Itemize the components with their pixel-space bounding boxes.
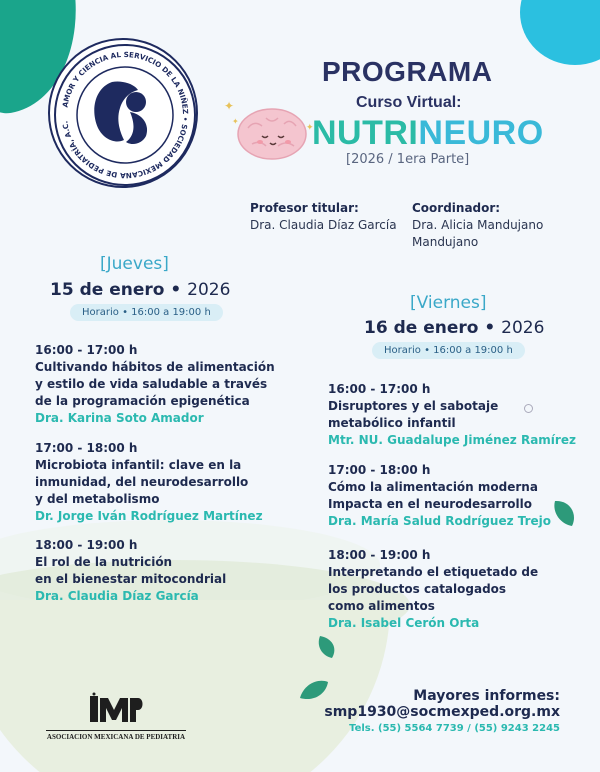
- brand-nutri: NUTRI: [312, 114, 419, 152]
- course-subtitle: Curso Virtual:: [356, 94, 462, 111]
- session-time: 18:00 - 19:00 h: [35, 538, 138, 552]
- contact-info: [324, 688, 560, 734]
- day1-label: [Jueves]: [100, 254, 169, 274]
- leaf-icon: [316, 634, 338, 660]
- session-speaker: Mtr. NU. Guadalupe Jiménez Ramírez: [328, 433, 576, 447]
- day2-year: 2026: [501, 318, 545, 338]
- day1-date: [50, 280, 230, 300]
- amp-caption: ASOCIACION MEXICANA DE PEDIATRIA: [46, 730, 186, 741]
- smp-ring-text: AMOR Y CIENCIA AL SERVICIO DE LA NIÑEZ • SOCIEDAD MEXICANA DE PEDIATRÍA, A.C.: [60, 49, 191, 181]
- decor-blob-top-right: [520, 0, 600, 65]
- page-title: PROGRAMA: [322, 56, 493, 87]
- amp-logo: [46, 692, 186, 741]
- session-topic: Interpretando el etiquetado de los productos catalogados como alimentos: [328, 565, 539, 613]
- contact-phones: Tels. (55) 5564 7739 / (55) 9243 2245: [349, 723, 560, 734]
- session-speaker: Dra. Claudia Díaz García: [35, 589, 199, 603]
- brain-mascot-icon: [222, 94, 314, 164]
- day2-label: [Viernes]: [410, 293, 487, 313]
- edition-label: [2026 / 1era Parte]: [346, 152, 470, 167]
- session-speaker: Dra. Karina Soto Amador: [35, 411, 204, 425]
- session-time: 18:00 - 19:00 h: [328, 548, 431, 562]
- day1-session-3: [35, 537, 226, 605]
- amp-mark-icon: [86, 692, 146, 724]
- session-speaker: Dr. Jorge Iván Rodríguez Martínez: [35, 509, 263, 523]
- day1-date-sep: •: [164, 280, 188, 300]
- smp-seal-icon: [50, 40, 200, 190]
- day2-session-1: [328, 381, 576, 449]
- session-topic: El rol de la nutrición en el bienestar mitocondrial: [35, 555, 227, 586]
- coordinator-name: Dra. Alicia Mandujano Mandujano: [412, 218, 544, 249]
- day1-session-2: [35, 440, 263, 525]
- day1-schedule-badge: Horario • 16:00 a 19:00 h: [70, 304, 223, 321]
- course-brand: [312, 114, 544, 153]
- day1-session-1: [35, 342, 275, 427]
- session-time: 16:00 - 17:00 h: [328, 382, 431, 396]
- session-speaker: Dra. Isabel Cerón Orta: [328, 616, 480, 630]
- contact-email[interactable]: smp1930@socmexped.org.mx: [324, 704, 560, 720]
- day1-year: 2026: [187, 280, 231, 300]
- session-time: 17:00 - 18:00 h: [328, 463, 431, 477]
- session-time: 16:00 - 17:00 h: [35, 343, 138, 357]
- day2-session-3: [328, 547, 538, 632]
- info-heading: Mayores informes:: [413, 688, 560, 704]
- svg-text:✦: ✦: [306, 123, 314, 133]
- smp-logo: [48, 38, 198, 188]
- professor-name: Dra. Claudia Díaz García: [250, 218, 397, 232]
- session-topic: Microbiota infantil: clave en la inmunidad, del neurodesarrollo y del metabolismo: [35, 458, 249, 506]
- session-topic: Disruptores y el sabotaje metabólico infantil: [328, 399, 499, 430]
- session-time: 17:00 - 18:00 h: [35, 441, 138, 455]
- coordinator-block: [412, 200, 572, 251]
- svg-text:✦: ✦: [224, 99, 235, 113]
- session-topic: Cultivando hábitos de alimentación y estilo de vida saludable a través de la programación epigenética: [35, 360, 275, 408]
- day2-date-text: 16 de enero: [364, 318, 479, 338]
- session-speaker: Dra. María Salud Rodríguez Trejo: [328, 514, 552, 528]
- coordinator-label: Coordinador:: [412, 201, 501, 215]
- day2-schedule-badge: Horario • 16:00 a 19:00 h: [372, 342, 525, 359]
- session-topic: Cómo la alimentación moderna Impacta en el neurodesarrollo: [328, 480, 538, 511]
- day2-date-sep: •: [478, 318, 502, 338]
- professor-block: [250, 200, 397, 234]
- leaf-icon: [552, 498, 578, 528]
- day1-date-text: 15 de enero: [50, 280, 165, 300]
- brand-neuro: NEURO: [418, 114, 544, 152]
- professor-label: Profesor titular:: [250, 201, 359, 215]
- day2-session-2: [328, 462, 551, 530]
- svg-text:✦: ✦: [232, 117, 239, 126]
- day2-date: [364, 318, 544, 338]
